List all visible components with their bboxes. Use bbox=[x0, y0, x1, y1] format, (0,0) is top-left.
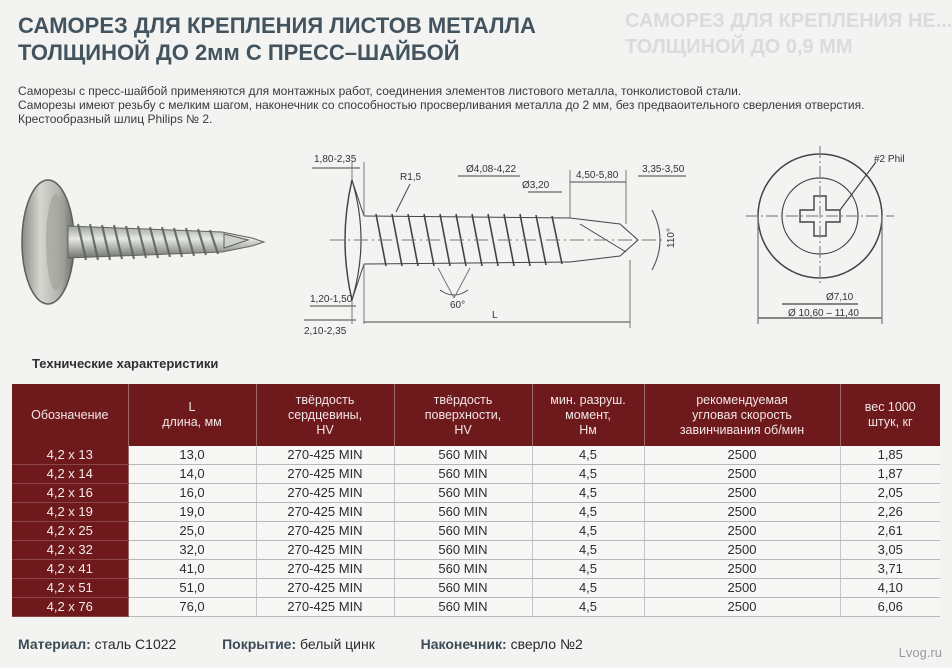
coating-value: белый цинк bbox=[300, 636, 375, 652]
table-cell: 560 MIN bbox=[394, 541, 532, 560]
table-cell: 25,0 bbox=[128, 522, 256, 541]
table-row bbox=[12, 484, 940, 503]
table-cell: 270-425 MIN bbox=[256, 446, 394, 465]
table-cell: 560 MIN bbox=[394, 503, 532, 522]
header-line: поверхности, bbox=[424, 407, 502, 422]
table-cell: 4,10 bbox=[840, 579, 940, 598]
header-line: штук, кг bbox=[867, 415, 913, 429]
dim-recess: Ø7,10 bbox=[826, 292, 854, 303]
dim-head-dia: Ø 10,60 – 11,40 bbox=[788, 308, 859, 319]
table-body bbox=[12, 446, 940, 617]
designation-cell: 4,2 x 25 bbox=[12, 522, 128, 541]
dim-head-height: 1,80-2,35 bbox=[314, 154, 357, 165]
header-line: HV bbox=[316, 422, 334, 437]
dim-thread-dia: Ø4,08-4,22 bbox=[466, 164, 517, 175]
table-cell: 270-425 MIN bbox=[256, 560, 394, 579]
table-header-cell bbox=[12, 384, 128, 446]
table-header-cell bbox=[128, 384, 256, 446]
table-header-row bbox=[12, 384, 940, 446]
designation-cell: 4,2 x 32 bbox=[12, 541, 128, 560]
table-cell: 2,61 bbox=[840, 522, 940, 541]
table-cell: 2500 bbox=[644, 560, 840, 579]
designation-cell: 4,2 x 13 bbox=[12, 446, 128, 465]
material-value: сталь С1022 bbox=[94, 636, 177, 652]
table-cell: 19,0 bbox=[128, 503, 256, 522]
table-cell: 270-425 MIN bbox=[256, 465, 394, 484]
header-line: мин. разруш. bbox=[550, 392, 626, 407]
table-cell: 560 MIN bbox=[394, 446, 532, 465]
table-cell: 2,26 bbox=[840, 503, 940, 522]
designation-cell: 4,2 x 19 bbox=[12, 503, 128, 522]
table-cell: 4,5 bbox=[532, 598, 644, 617]
dim-length: L bbox=[492, 310, 498, 321]
table-row bbox=[12, 522, 940, 541]
page-title bbox=[18, 12, 618, 66]
description-line-3: Крестообразный шлиц Philips № 2. bbox=[18, 112, 213, 126]
dim-drill-length: 4,50-5,80 bbox=[576, 170, 619, 181]
header-line: твёрдость bbox=[295, 392, 355, 407]
table-cell: 560 MIN bbox=[394, 522, 532, 541]
header-line: рекомендуемая bbox=[696, 392, 788, 407]
header-line: момент, bbox=[565, 407, 611, 422]
table-cell: 4,5 bbox=[532, 579, 644, 598]
table-cell: 51,0 bbox=[128, 579, 256, 598]
table-cell: 41,0 bbox=[128, 560, 256, 579]
table-cell: 4,5 bbox=[532, 446, 644, 465]
table-cell: 2500 bbox=[644, 484, 840, 503]
header-line: длина, мм bbox=[162, 415, 222, 429]
table-cell: 1,87 bbox=[840, 465, 940, 484]
table-cell: 14,0 bbox=[128, 465, 256, 484]
footer-specs bbox=[18, 636, 583, 652]
table-cell: 270-425 MIN bbox=[256, 579, 394, 598]
specs-table-wrapper bbox=[12, 384, 940, 617]
table-header-cell bbox=[394, 384, 532, 446]
table-cell: 2500 bbox=[644, 541, 840, 560]
title-line-1: САМОРЕЗ ДЛЯ КРЕПЛЕНИЯ ЛИСТОВ МЕТАЛЛА bbox=[18, 13, 536, 38]
dim-tip: 3,35-3,50 bbox=[642, 164, 685, 175]
header-line: угловая скорость bbox=[692, 407, 792, 422]
header-line: HV bbox=[454, 422, 472, 437]
header-line: L bbox=[188, 400, 196, 414]
table-cell: 76,0 bbox=[128, 598, 256, 617]
dim-head-total: 2,10-2,35 bbox=[304, 326, 347, 337]
phil-label: #2 Phil bbox=[874, 154, 905, 165]
table-cell: 4,5 bbox=[532, 503, 644, 522]
table-cell: 560 MIN bbox=[394, 598, 532, 617]
table-cell: 560 MIN bbox=[394, 484, 532, 503]
designation-cell: 4,2 x 16 bbox=[12, 484, 128, 503]
designation-cell: 4,2 x 51 bbox=[12, 579, 128, 598]
table-row bbox=[12, 503, 940, 522]
dim-radius: R1,5 bbox=[400, 172, 422, 183]
table-row bbox=[12, 446, 940, 465]
ghost-line-2: ТОЛЩИНОЙ ДО 0,9 ММ bbox=[625, 36, 853, 58]
table-header-cell bbox=[840, 384, 940, 446]
dim-core-dia: Ø3,20 bbox=[522, 180, 550, 191]
table-row bbox=[12, 598, 940, 617]
table-cell: 270-425 MIN bbox=[256, 598, 394, 617]
table-cell: 6,06 bbox=[840, 598, 940, 617]
table-cell: 4,5 bbox=[532, 560, 644, 579]
table-cell: 1,85 bbox=[840, 446, 940, 465]
table-row bbox=[12, 541, 940, 560]
table-cell: 270-425 MIN bbox=[256, 541, 394, 560]
header-line: твёрдость bbox=[433, 392, 493, 407]
description bbox=[18, 84, 928, 126]
technical-drawing bbox=[290, 140, 930, 340]
section-title: Технические характеристики bbox=[32, 356, 219, 371]
table-header-cell bbox=[256, 384, 394, 446]
table-cell: 4,5 bbox=[532, 484, 644, 503]
table-cell: 560 MIN bbox=[394, 560, 532, 579]
watermark: Lvog.ru bbox=[898, 645, 942, 660]
table-cell: 270-425 MIN bbox=[256, 522, 394, 541]
table-header-cell bbox=[644, 384, 840, 446]
dim-washer-thickness: 1,20-1,50 bbox=[310, 294, 353, 305]
header-line: завинчивания об/мин bbox=[679, 422, 805, 437]
ghost-line-1: САМОРЕЗ ДЛЯ КРЕПЛЕНИЯ НЕ... bbox=[625, 10, 952, 32]
table-cell: 2500 bbox=[644, 446, 840, 465]
table-cell: 270-425 MIN bbox=[256, 503, 394, 522]
table-cell: 13,0 bbox=[128, 446, 256, 465]
table-cell: 3,05 bbox=[840, 541, 940, 560]
table-cell: 2,05 bbox=[840, 484, 940, 503]
table-cell: 2500 bbox=[644, 503, 840, 522]
table-cell: 560 MIN bbox=[394, 579, 532, 598]
tip-value: сверло №2 bbox=[510, 636, 583, 652]
header-line: Обозначение bbox=[31, 407, 109, 422]
designation-cell: 4,2 x 14 bbox=[12, 465, 128, 484]
table-cell: 4,5 bbox=[532, 465, 644, 484]
table-cell: 270-425 MIN bbox=[256, 484, 394, 503]
table-cell: 2500 bbox=[644, 522, 840, 541]
table-cell: 4,5 bbox=[532, 522, 644, 541]
description-line-2: Саморезы имеют резьбу с мелким шагом, наконечник со способностью просверливания металла до 2 мм, без предваоительного сверления отверстия. bbox=[18, 98, 865, 112]
tip-label: Наконечник: bbox=[420, 636, 507, 652]
dim-angle-tip: 110° bbox=[666, 228, 677, 248]
table-cell: 16,0 bbox=[128, 484, 256, 503]
table-row bbox=[12, 560, 940, 579]
table-cell: 2500 bbox=[644, 579, 840, 598]
table-cell: 2500 bbox=[644, 598, 840, 617]
coating-label: Покрытие: bbox=[222, 636, 297, 652]
description-line-1: Саморезы с пресс-шайбой применяются для монтажных работ, соединения элементов листового металла, тонколистовой стали. bbox=[18, 84, 742, 98]
designation-cell: 4,2 x 41 bbox=[12, 560, 128, 579]
title-line-2: ТОЛЩИНОЙ ДО 2мм С ПРЕСС–ШАЙБОЙ bbox=[18, 40, 460, 65]
screw-photo bbox=[12, 168, 274, 318]
table-cell: 2500 bbox=[644, 465, 840, 484]
table-cell: 4,5 bbox=[532, 541, 644, 560]
table-row bbox=[12, 579, 940, 598]
header-line: Нм bbox=[579, 422, 597, 437]
dim-angle-thread: 60° bbox=[450, 300, 466, 311]
material-label: Материал: bbox=[18, 636, 91, 652]
table-header-cell bbox=[532, 384, 644, 446]
table-row bbox=[12, 465, 940, 484]
header-line: вес 1000 bbox=[864, 400, 916, 414]
designation-cell: 4,2 x 76 bbox=[12, 598, 128, 617]
table-cell: 3,71 bbox=[840, 560, 940, 579]
table-cell: 32,0 bbox=[128, 541, 256, 560]
header-line: сердцевины, bbox=[287, 407, 363, 422]
specs-table bbox=[12, 384, 940, 617]
table-cell: 560 MIN bbox=[394, 465, 532, 484]
